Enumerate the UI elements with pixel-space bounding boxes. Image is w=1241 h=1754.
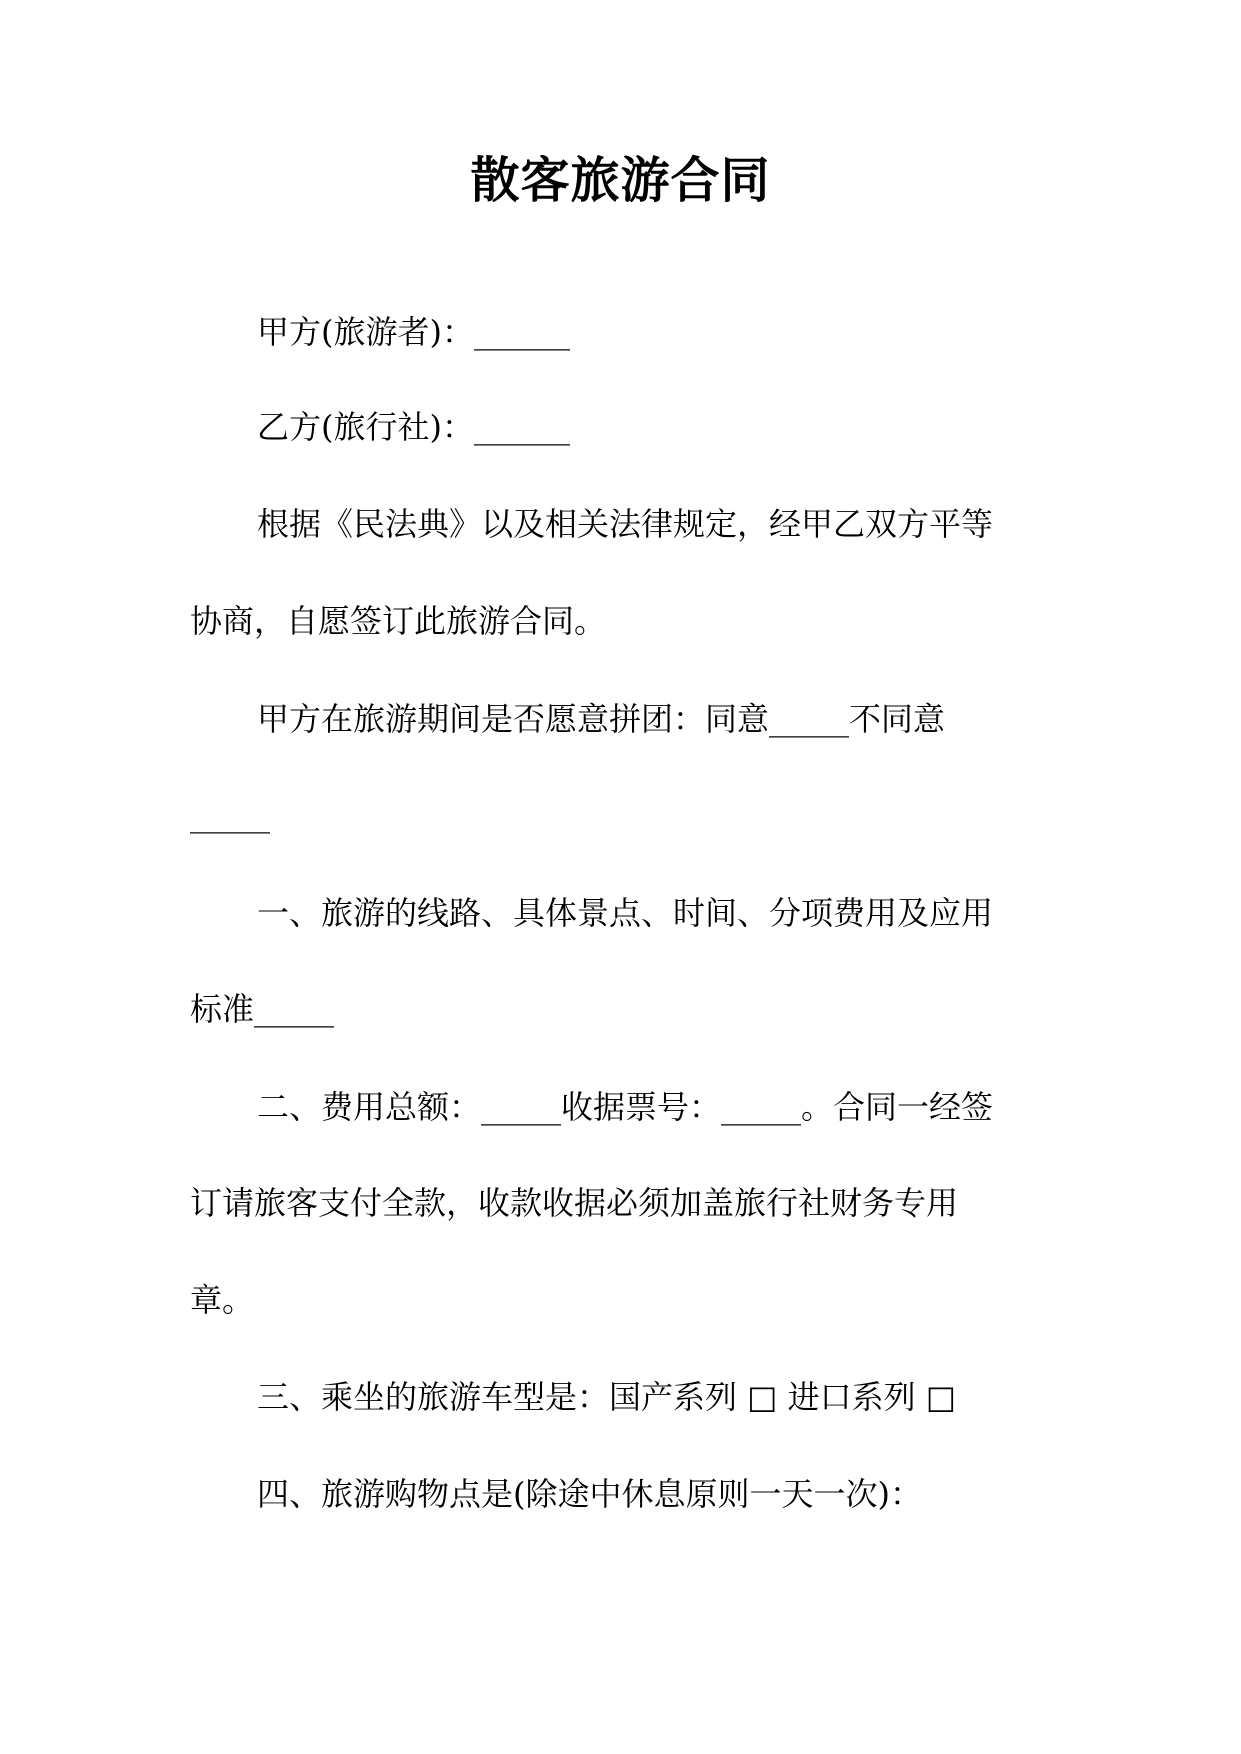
group-tour-consent-line-1: 甲方在旅游期间是否愿意拼团：同意_____不同意: [257, 700, 946, 738]
preamble-line-2: 协商，自愿签订此旅游合同。: [190, 602, 607, 640]
party-b-line: 乙方(旅行社)：______: [257, 408, 570, 446]
preamble-line-1: 根据《民法典》以及相关法律规定，经甲乙双方平等: [257, 505, 994, 543]
clause-2-line-1: 二、费用总额：_____收据票号：_____。合同一经签: [257, 1088, 994, 1126]
clause-2-line-3: 章。: [190, 1281, 255, 1319]
document-title: 散客旅游合同: [470, 151, 771, 209]
clause-3-line: 三、乘坐的旅游车型是：国产系列 □ 进口系列 □: [257, 1378, 956, 1416]
clause-1-line-2: 标准_____: [190, 990, 335, 1028]
clause-2-line-2: 订请旅客支付全款，收款收据必须加盖旅行社财务专用: [190, 1184, 959, 1222]
clause-4-line: 四、旅游购物点是(除途中休息原则一天一次)：: [257, 1475, 922, 1513]
group-tour-consent-line-2: _____: [190, 796, 270, 834]
clause-1-line-1: 一、旅游的线路、具体景点、时间、分项费用及应用: [257, 894, 994, 932]
party-a-line: 甲方(旅游者)：______: [257, 313, 570, 351]
